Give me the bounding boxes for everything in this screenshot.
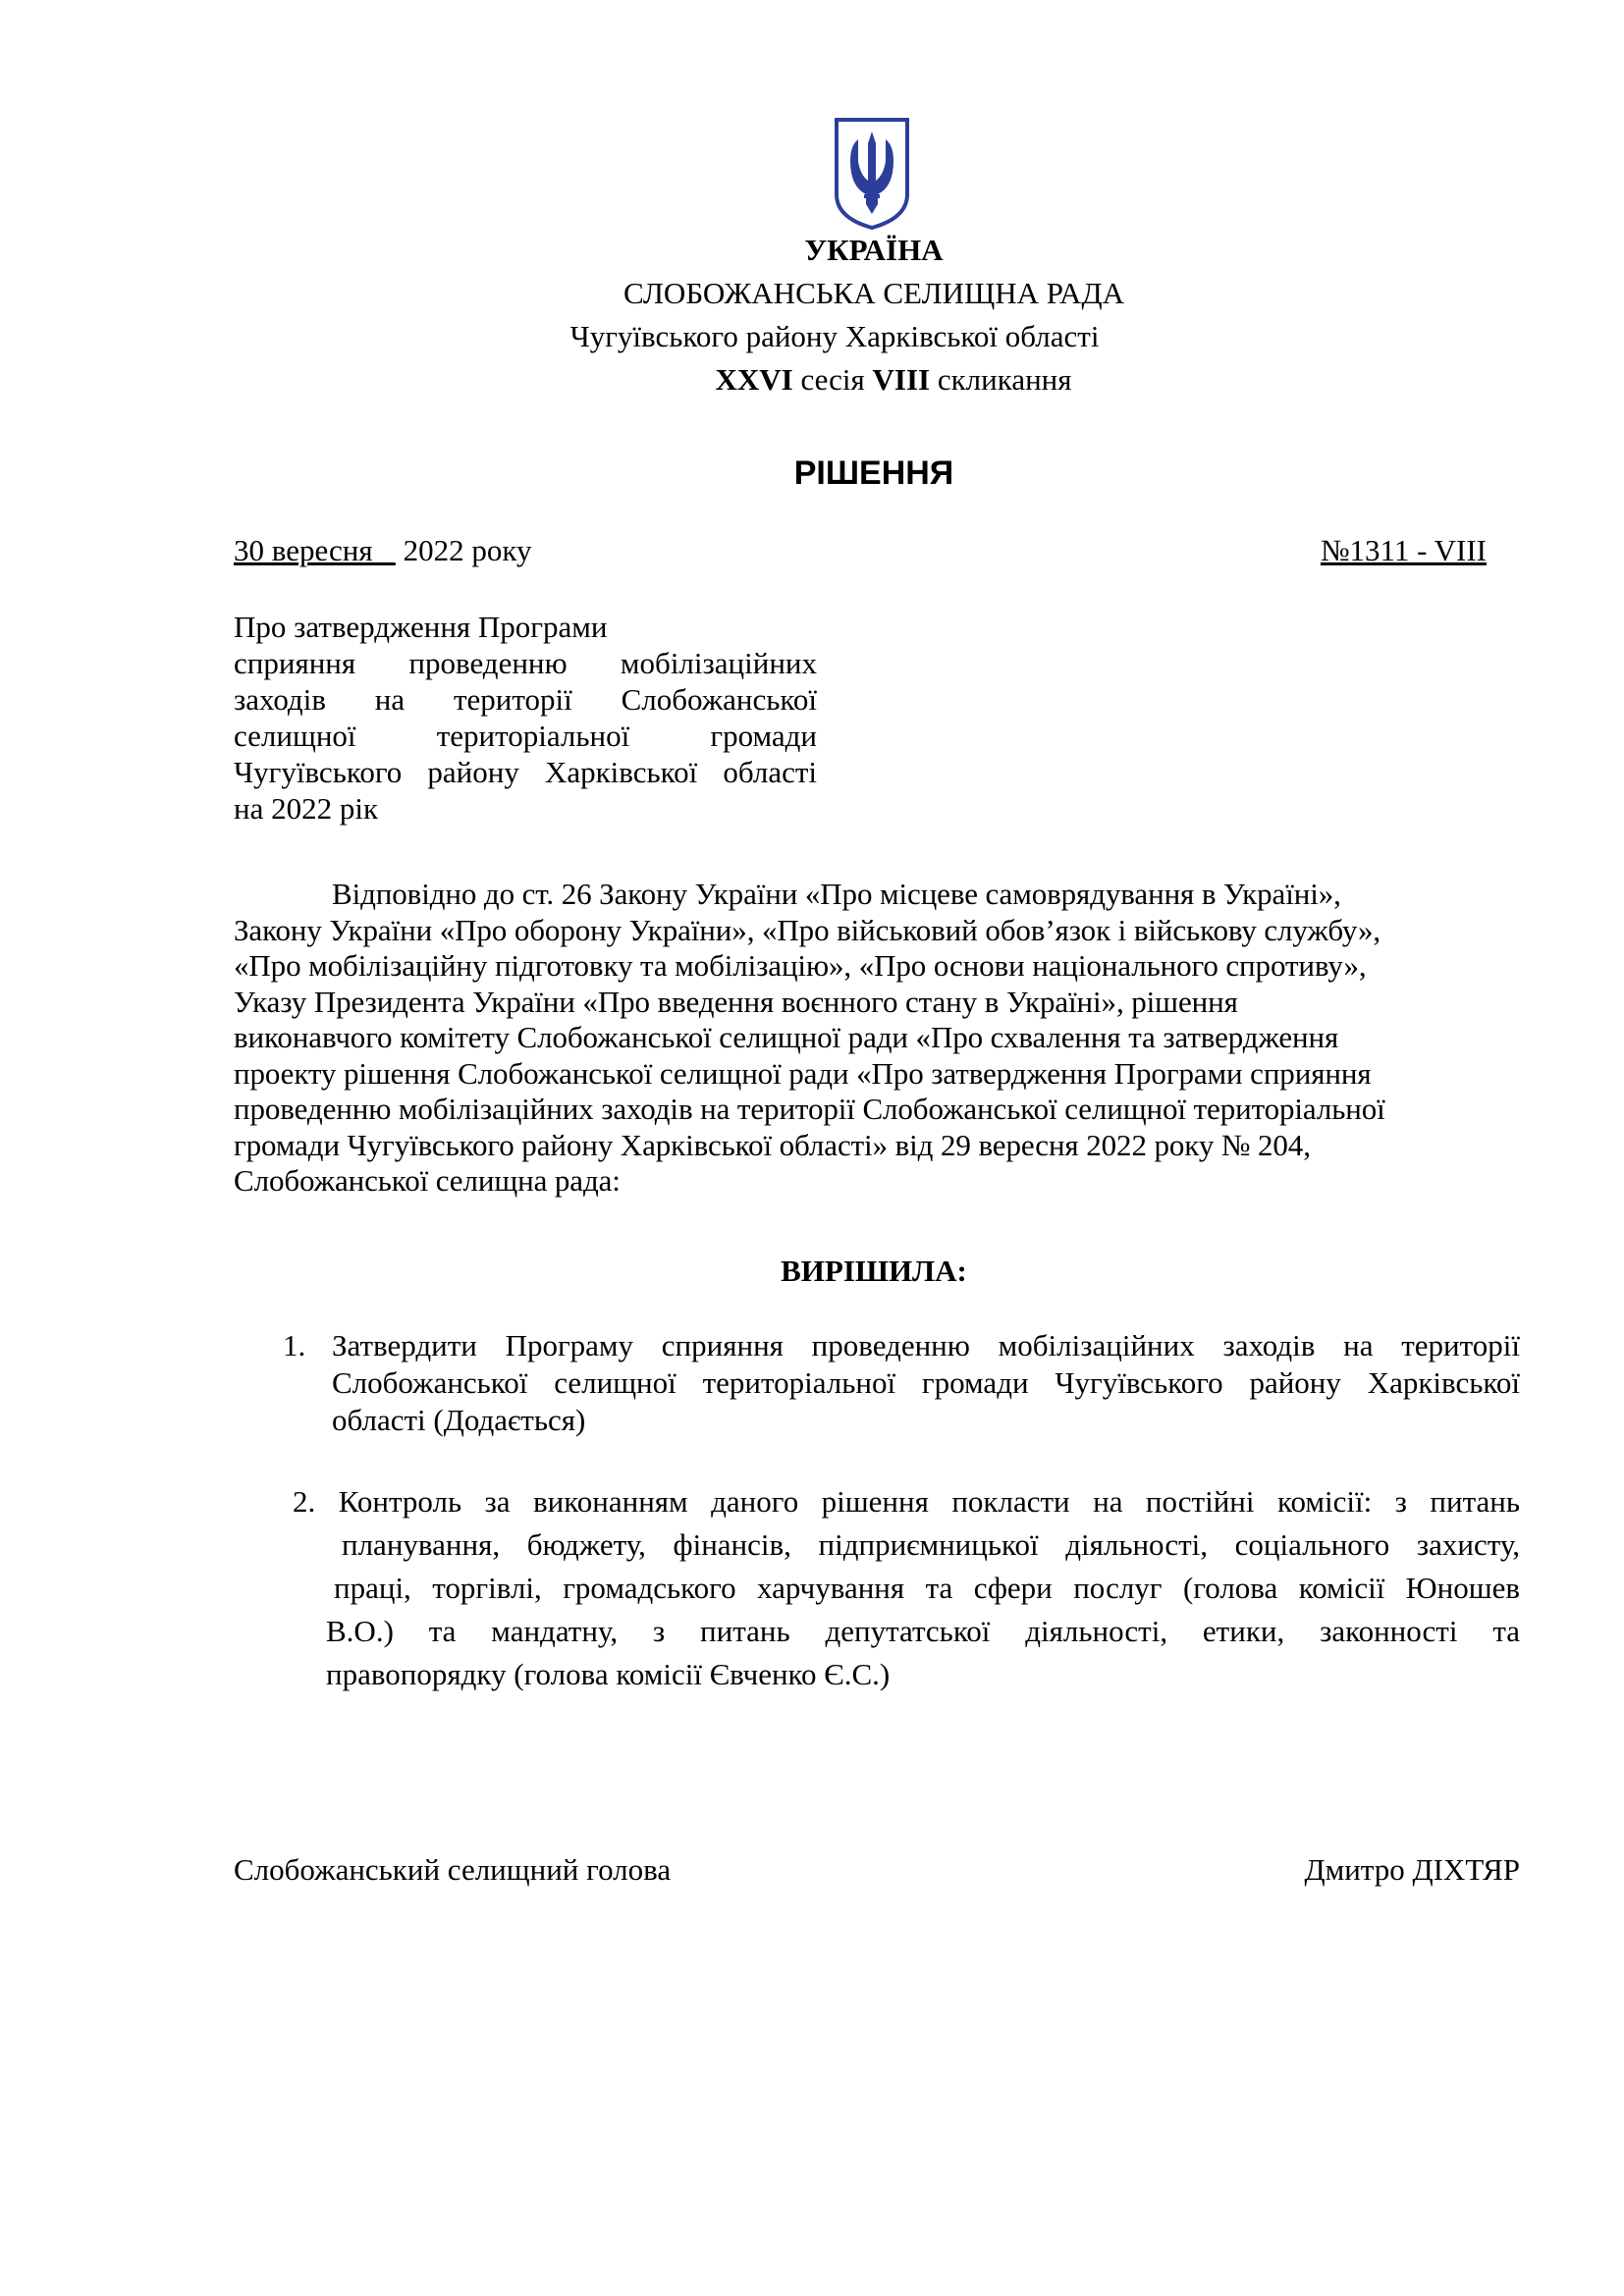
convocation-roman: VIII — [872, 362, 931, 397]
list-item-line: Слобожанської селищної територіальної громади Чугуївського району Харківської — [332, 1365, 1520, 1400]
subject-line: селищної територіальної громади — [234, 719, 817, 753]
list-item — [283, 1327, 1520, 1439]
subject-line: Чугуївського району Харківської області — [234, 755, 817, 789]
list-item-line: планування, бюджету, фінансів, підприємницької діяльності, соціального захисту, — [342, 1527, 1520, 1562]
coat-of-arms-icon — [833, 116, 911, 232]
document-title: РІШЕННЯ — [793, 454, 954, 492]
list-item-line: Контроль за виконанням даного рішення покласти на постійні комісії: з питань — [338, 1484, 1520, 1519]
decision-number: №1311 - VIII — [1320, 533, 1487, 567]
preamble-line: «Про мобілізаційну підготовку та мобілізацію», «Про основи національного спротиву», — [234, 948, 1367, 983]
session-roman: XXVI — [715, 362, 793, 397]
convocation-word: скликання — [937, 362, 1072, 397]
district-name: Чугуївського району Харківської області — [569, 319, 1100, 353]
preamble-line: громади Чугуївського району Харківської області» від 29 вересня 2022 року № 204, — [234, 1127, 1311, 1162]
subject-line: Про затвердження Програми — [234, 610, 608, 644]
list-item-line: Затвердити Програму сприяння проведенню мобілізаційних заходів на території — [332, 1328, 1520, 1362]
session-line — [569, 361, 1218, 398]
subject-line: на 2022 рік — [234, 791, 379, 826]
resolved-heading: ВИРІШИЛА: — [781, 1254, 967, 1288]
list-item-number: 2. — [293, 1484, 316, 1519]
preamble-line: Слобожанської селищна рада: — [234, 1163, 621, 1198]
subject-line: сприяння проведенню мобілізаційних — [234, 646, 817, 680]
signature-position: Слобожанський селищний голова — [234, 1852, 672, 1887]
date-year: 2022 року — [403, 533, 532, 567]
preamble-line: виконавчого комітету Слобожанської селищної ради «Про схвалення та затвердження — [234, 1020, 1339, 1054]
list-item-number: 1. — [283, 1328, 306, 1362]
preamble-line: Закону України «Про оборону України», «Про військовий обов’язок і військову службу», — [234, 912, 1381, 947]
subject-block — [234, 609, 817, 827]
list-item — [293, 1480, 1520, 1696]
preamble-line: проведенню мобілізаційних заходів на території Слобожанської селищної територіальної — [234, 1092, 1385, 1126]
list-item-line: В.О.) та мандатну, з питань депутатської діяльності, етики, законності та — [326, 1614, 1520, 1648]
list-item-line: правопорядку (голова комісії Євченко Є.С.) — [326, 1657, 891, 1691]
list-item-line: області (Додається) — [332, 1403, 586, 1437]
signature-name: Дмитро ДІХТЯР — [1304, 1852, 1520, 1887]
country-name: УКРАЇНА — [804, 233, 944, 267]
list-item-first-line — [293, 1480, 1520, 1523]
preamble-line: Указу Президента України «Про введення воєнного стану в Україні», рішення — [234, 984, 1238, 1019]
list-item-line: праці, торгівлі, громадського харчування та сфери послуг (голова комісії Юношев — [334, 1571, 1520, 1605]
preamble — [234, 877, 1510, 1200]
council-name: СЛОБОЖАНСЬКА СЕЛИЩНА РАДА — [623, 276, 1124, 310]
subject-line: заходів на території Слобожанської — [234, 682, 817, 717]
preamble-line: проекту рішення Слобожанської селищної ради «Про затвердження Програми сприяння — [234, 1055, 1372, 1091]
preamble-line: Відповідно до ст. 26 Закону України «Про місцеве самоврядування в Україні», — [332, 877, 1341, 911]
session-word: сесія — [800, 362, 865, 397]
date-day-month: 30 вересня — [234, 533, 373, 567]
decision-date — [234, 532, 531, 568]
